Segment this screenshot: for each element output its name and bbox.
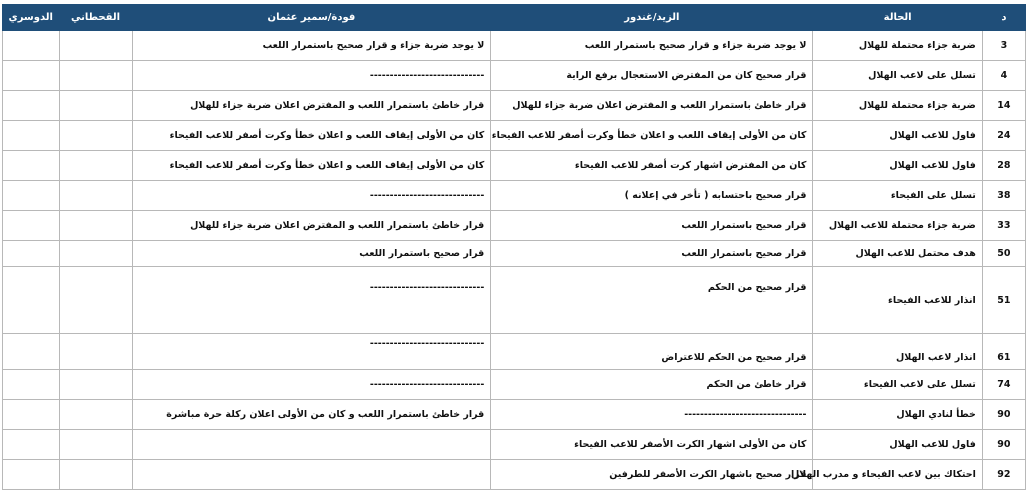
row-fouda: -----------------------------: [132, 334, 491, 370]
row-zaid: كان من المفترض اشهار كرت أصفر للاعب الفيحاء: [491, 151, 813, 181]
row-case: ضربة جزاء محتملة للهلال: [813, 91, 982, 121]
row-fouda: قرار خاطئ باستمرار اللعب و المفترض اعلان ضربة جزاء للهلال: [132, 211, 491, 241]
row-dosari: [3, 267, 60, 334]
row-num: 24: [982, 121, 1025, 151]
row-qahtani: [59, 31, 132, 61]
header-zaid: الزيد/غندور: [491, 5, 813, 31]
row-qahtani: [59, 334, 132, 370]
table-row: [3, 241, 1026, 267]
row-num: 90: [982, 430, 1025, 460]
row-case: تسلل على الفيحاء: [813, 181, 982, 211]
table-row: [3, 91, 1026, 121]
table-row: [3, 211, 1026, 241]
row-zaid: قرار صحيح باحتسابه ( تأخر في إعلانه ): [491, 181, 813, 211]
row-num: 50: [982, 241, 1025, 267]
row-dosari: [3, 400, 60, 430]
row-dosari: [3, 430, 60, 460]
row-zaid: قرار صحيح باشهار الكرت الأصفر للطرفين: [491, 460, 813, 490]
row-case: انذار للاعب الفيحاء: [813, 267, 982, 334]
row-num: 28: [982, 151, 1025, 181]
table-row: [3, 151, 1026, 181]
table-row: [3, 267, 1026, 334]
row-case: فاول للاعب الهلال: [813, 430, 982, 460]
row-case: ضربة جزاء محتملة للهلال: [813, 31, 982, 61]
row-num: 61: [982, 334, 1025, 370]
row-fouda: -----------------------------: [132, 181, 491, 211]
row-qahtani: [59, 400, 132, 430]
table-row: [3, 334, 1026, 370]
row-dosari: [3, 31, 60, 61]
table-row: [3, 181, 1026, 211]
row-case: تسلل على لاعب الفيحاء: [813, 370, 982, 400]
table-header-row: [3, 5, 1026, 31]
row-zaid: كان من الأولى إيقاف اللعب و اعلان خطأ وكرت أصفر للاعب الفيحاء: [491, 121, 813, 151]
row-fouda: قرار خاطئ باستمرار اللعب و المفترض اعلان ضربة جزاء للهلال: [132, 91, 491, 121]
row-case: هدف محتمل للاعب الهلال: [813, 241, 982, 267]
table-row: [3, 370, 1026, 400]
table-row: [3, 61, 1026, 91]
row-num: 38: [982, 181, 1025, 211]
row-zaid: -------------------------------: [491, 400, 813, 430]
row-fouda: كان من الأولى إيقاف اللعب و اعلان خطأ وكرت أصفر للاعب الفيحاء: [132, 151, 491, 181]
row-zaid: قرار صحيح من الحكم للاعتراض: [491, 334, 813, 370]
row-num: 90: [982, 400, 1025, 430]
row-case: انذار لاعب الهلال: [813, 334, 982, 370]
row-fouda: كان من الأولى إيقاف اللعب و اعلان خطأ وكرت أصفر للاعب الفيحاء: [132, 121, 491, 151]
header-num: د: [982, 5, 1025, 31]
row-fouda: قرار صحيح باستمرار اللعب: [132, 241, 491, 267]
row-zaid: كان من الأولى اشهار الكرت الأصفر للاعب الفيحاء: [491, 430, 813, 460]
row-qahtani: [59, 91, 132, 121]
row-num: 74: [982, 370, 1025, 400]
row-qahtani: [59, 61, 132, 91]
row-zaid: قرار صحيح من الحكم: [491, 267, 813, 334]
row-case: فاول للاعب الهلال: [813, 121, 982, 151]
row-case: تسلل على لاعب الهلال: [813, 61, 982, 91]
row-case: فاول للاعب الهلال: [813, 151, 982, 181]
row-qahtani: [59, 241, 132, 267]
row-dosari: [3, 370, 60, 400]
row-qahtani: [59, 121, 132, 151]
row-num: 92: [982, 460, 1025, 490]
row-dosari: [3, 121, 60, 151]
row-fouda: -----------------------------: [132, 61, 491, 91]
row-dosari: [3, 241, 60, 267]
row-qahtani: [59, 211, 132, 241]
row-num: 3: [982, 31, 1025, 61]
row-fouda: قرار خاطئ باستمرار اللعب و كان من الأولى اعلان ركلة حرة مباشرة: [132, 400, 491, 430]
row-num: 33: [982, 211, 1025, 241]
row-case: خطأ لنادي الهلال: [813, 400, 982, 430]
table-row: [3, 430, 1026, 460]
row-zaid: قرار خاطئ من الحكم: [491, 370, 813, 400]
row-zaid: قرار صحيح باستمرار اللعب: [491, 241, 813, 267]
row-fouda: -----------------------------: [132, 267, 491, 334]
row-case: ضربة جزاء محتملة للاعب الهلال: [813, 211, 982, 241]
header-qahtani: القحطاني: [59, 5, 132, 31]
header-dosari: الدوسري: [3, 5, 60, 31]
row-case: احتكاك بين لاعب الفيحاء و مدرب الهلال: [813, 460, 982, 490]
row-qahtani: [59, 370, 132, 400]
header-fouda: فودة/سمير عثمان: [132, 5, 491, 31]
row-fouda: -----------------------------: [132, 370, 491, 400]
row-qahtani: [59, 430, 132, 460]
row-num: 51: [982, 267, 1025, 334]
table-row: [3, 400, 1026, 430]
row-dosari: [3, 181, 60, 211]
row-dosari: [3, 91, 60, 121]
table-row: [3, 121, 1026, 151]
table-row: [3, 31, 1026, 61]
row-qahtani: [59, 181, 132, 211]
header-case: الحالة: [813, 5, 982, 31]
row-qahtani: [59, 151, 132, 181]
row-zaid: قرار خاطئ باستمرار اللعب و المفترض اعلان ضربة جزاء للهلال: [491, 91, 813, 121]
row-zaid: قرار صحيح باستمرار اللعب: [491, 211, 813, 241]
table-row: [3, 460, 1026, 490]
row-fouda: [132, 430, 491, 460]
referee-analysis-table: [2, 4, 1026, 490]
row-dosari: [3, 151, 60, 181]
row-qahtani: [59, 267, 132, 334]
row-fouda: [132, 460, 491, 490]
row-qahtani: [59, 460, 132, 490]
row-zaid: لا يوجد ضربة جزاء و قرار صحيح باستمرار اللعب: [491, 31, 813, 61]
row-fouda: لا يوجد ضربة جزاء و قرار صحيح باستمرار اللعب: [132, 31, 491, 61]
row-num: 4: [982, 61, 1025, 91]
row-dosari: [3, 460, 60, 490]
row-num: 14: [982, 91, 1025, 121]
row-dosari: [3, 211, 60, 241]
row-dosari: [3, 61, 60, 91]
row-dosari: [3, 334, 60, 370]
row-zaid: قرار صحيح كان من المفترض الاستعجال برفع الراية: [491, 61, 813, 91]
